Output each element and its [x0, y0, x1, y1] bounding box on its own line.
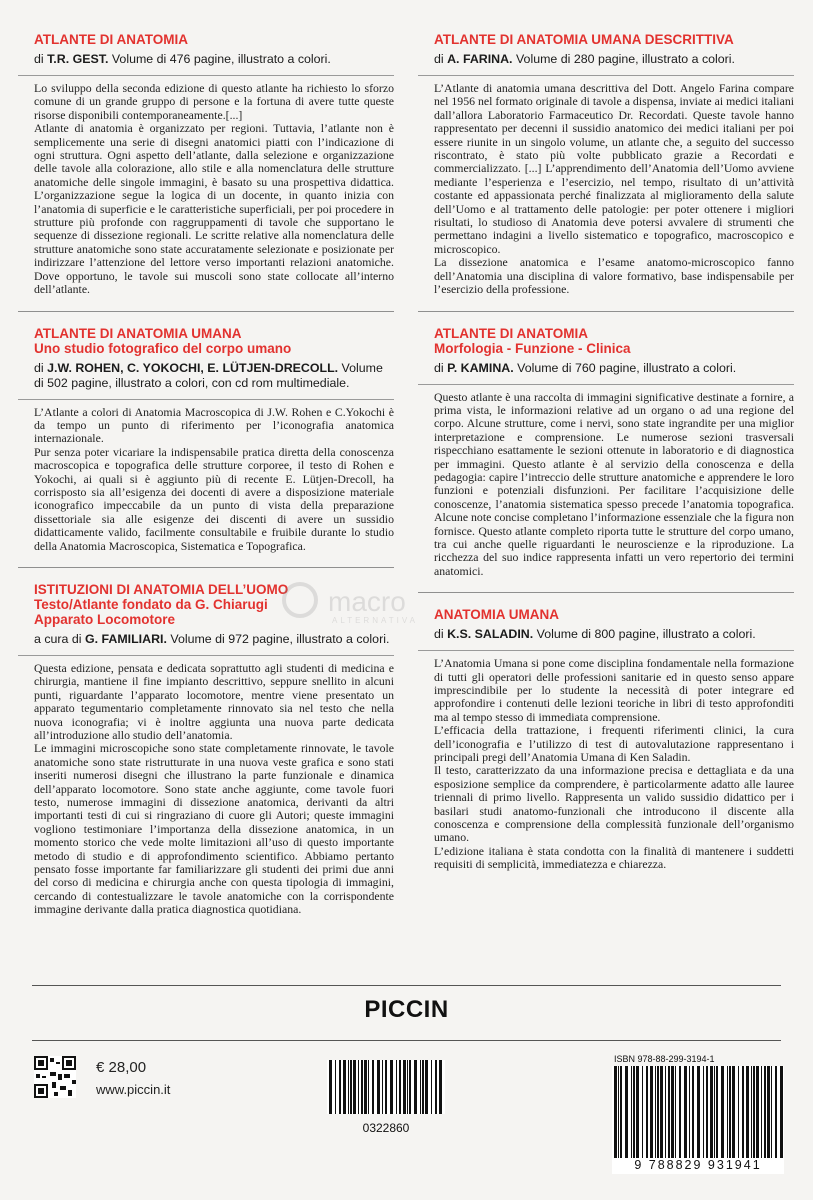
- book-title: ANATOMIA UMANA: [434, 607, 559, 623]
- book-title: ATLANTE DI ANATOMIA UMANA DESCRITTIVA: [434, 32, 734, 47]
- book-byline: [34, 632, 394, 647]
- book-subtitle: Uno studio fotografico del corpo umano: [34, 340, 292, 356]
- description-paragraph: Pur senza poter vicariare la indispensabile pratica diretta della conoscenza macroscopica e topografica delle strutture corporee, il testo di Rohen e Yokochi, ai quali si è aggiunto più di recente E. Lütjen-Drecoll, ha corrisposto sia all’esigenza dei docenti di avere a disposizione materiale iconografico impeccabile da un punto di vista della preparazione dissettoriale sia alle esigenze dei discenti di avere un sussidio didatticamente valido, facilmente consultabile e fruibile durante lo studio della Anatomia Macroscopica, Sistematica e Topografica.: [34, 444, 394, 553]
- book-rohen: [18, 326, 394, 553]
- isbn-label: ISBN 978-88-299-3194-1: [614, 1054, 715, 1064]
- book-author: A. FARINA.: [447, 52, 513, 66]
- book-gest: [18, 32, 394, 297]
- book-description: [418, 75, 794, 297]
- description-paragraph: Il testo, caratterizzato da una informazione precisa e dettagliata e da una esposizione semplice da comprendere, è particolarmente adatto alle lauree triennali di primo livello. Rappresenta un valido sussidio didattico per i basilari studi anatomo-funzionali che introducono il discente alla conoscenza e comprensione della complessità funzionale dell’organismo umano.: [434, 763, 794, 845]
- by-prefix: di: [34, 360, 44, 375]
- website: www.piccin.it: [96, 1082, 171, 1097]
- internal-barcode: [327, 1060, 445, 1135]
- book-title: ATLANTE DI ANATOMIA: [434, 325, 588, 341]
- description-paragraph: L’Anatomia Umana si pone come disciplina fondamentale nella formazione di tutti gli operatori delle professioni sanitarie ed in questo senso appare imprescindibile per lo studente la necessità di poter integrare ed approfondire i contenuti delle lezioni teoriche in libri di testo approfonditi ma al tempo stesso di immediata comprensione.: [434, 656, 794, 724]
- book-author: J.W. ROHEN, C. YOKOCHI, E. LÜTJEN-DRECOLL.: [47, 360, 339, 375]
- book-subtitle-2: Apparato Locomotore: [34, 611, 176, 627]
- book-farina: [418, 32, 794, 297]
- book-title: ATLANTE DI ANATOMIA UMANA: [34, 325, 242, 341]
- price: € 28,00: [96, 1059, 147, 1076]
- book-description: [418, 384, 794, 579]
- book-subtitle: Testo/Atlante fondato da G. Chiarugi: [34, 596, 268, 612]
- book-details: Volume di 800 pagine, illustrato a colori.: [536, 627, 756, 642]
- description-paragraph: Questo atlante è una raccolta di immagini significative destinate a fornire, a prima vista, le informazioni relative ad un organo o ad una regione del corpo. Alcune strutture, come i nervi, sono state ingrandite per una miglior interpretazione e comprensione. Le numerose sezioni trasversali rispecchiano esattamente le sezioni ottenute in laboratorio e di diagnostica per immagini. Questo atlante è al servizio della conoscenza e della pedagogia: capire l’intreccio delle strutture anatomiche e apprendere le loro funzioni e potenziali disfunzioni. Per facilitare l’acquisizione delle conoscenze, l’anatomia sistematica spesso precede l’anatomia topografica. Alcune note concise completano l’informazione essenziale che la figura non fornisce. Questo atlante completo riporta tutte le strutture del corpo umano, tra cui anche quelle riguardanti le neuroscienze e la riproduzione. La ricchezza del suo indice rappresenta infatti un vero repertorio dei termini anatomici.: [434, 389, 794, 578]
- book-saladin: [418, 607, 794, 872]
- ean-barcode: [612, 1066, 784, 1174]
- book-description: [18, 399, 394, 553]
- footer-divider: [32, 1040, 781, 1041]
- footer-divider: [32, 985, 781, 986]
- section-divider: [418, 311, 794, 312]
- publisher-logo: PICCIN: [364, 996, 449, 1023]
- barcode-icon: [612, 1066, 784, 1158]
- left-column: [18, 32, 394, 917]
- description-paragraph: L’edizione italiana è stata condotta con la finalità di mantenere i suddetti requisiti di semplicità, immediatezza e chiarezza.: [434, 843, 794, 872]
- book-subtitle: Morfologia - Funzione - Clinica: [434, 340, 631, 356]
- book-title: ISTITUZIONI DI ANATOMIA DELL’UOMO: [34, 581, 289, 597]
- description-paragraph: La dissezione anatomica e l’esame anatomo-microscopico fanno dell’Anatomia una disciplina di valore formativo, base indispensabile per l’esercizio della professione.: [434, 255, 794, 297]
- book-byline: [434, 361, 794, 376]
- qr-code-icon: [34, 1056, 76, 1098]
- watermark-subtext: ALTERNATIVA: [332, 616, 418, 625]
- by-prefix: a cura di: [34, 631, 82, 646]
- description-paragraph: Lo sviluppo della seconda edizione di questo atlante ha richiesto lo sforzo comune di un grande gruppo di persone e la fortuna di avere tutte queste risorse disponibili contemporaneamente.[...]: [34, 81, 394, 122]
- watermark-text: macro: [328, 586, 406, 617]
- book-details: Volume di 972 pagine, illustrato a colori.: [170, 631, 390, 646]
- watermark-logo-icon: [280, 580, 320, 620]
- by-prefix: di: [34, 52, 44, 66]
- book-description: [18, 75, 394, 297]
- right-column: [418, 32, 794, 872]
- by-prefix: di: [434, 52, 444, 66]
- book-byline: [434, 52, 794, 67]
- book-byline: [34, 52, 394, 67]
- internal-code: 0322860: [362, 1121, 410, 1135]
- book-author: P. KAMINA.: [447, 360, 514, 375]
- description-paragraph: Questa edizione, pensata e dedicata soprattutto agli studenti di medicina e chirurgia, mantiene il fine impianto descrittivo, seppure snellito in alcuni punti, riguardante l’apparato locomotore, mentre viene presentato un apparato tegumentario completamente rinnovato sia nel testo che nella nuova iconografia; vi è inoltre aggiunta una nuova parte dedicata all’introduzione allo studio dell’anatomia.: [34, 660, 394, 742]
- by-prefix: di: [434, 627, 444, 642]
- description-paragraph: L’Atlante di anatomia umana descrittiva del Dott. Angelo Farina compare nel 1956 nel formato originale di tavole a dispensa, inviate ai medici italiani dall’allora Laboratorio Farmaceutico Dr. Recordati. Queste tavole hanno rappresentato per decenni il sussidio anatomico dei medici italiani per poi essere riunite in un singolo volume, un atlante che, a seguito del successo riscontrato, è stato più volte pubblicato grazie a Recordati e commercializzato. [...] L’apprendimento dell’Anatomia dell’Uomo avviene mediante l’esperienza e l’esercizio, nel tempo, risultato di un’attività costante ed appassionata perché finalizzata al miglioramento della salute dell’Uomo e al trattamento delle patologie: per poter ottenere i migliori risultati, lo studioso di Anatomia deve potersi avvalere di strumenti che permettano indagini a livello sistematico e topografico, macroscopico e microscopico.: [434, 81, 794, 256]
- description-paragraph: Le immagini microscopiche sono state completamente rinnovate, le tavole anatomiche sono state ristrutturate in una nuova veste grafica e sono stati inseriti numerosi disegni che illustrano la parte funzionale e dinamica dell’apparato locomotore. Sono state anche aggiunte, come tavole fuori testo, numerose immagini di dissezione anatomica, derivanti da altri importanti testi di cui si ringraziano di cuore gli Autori; queste immagini vogliono testimoniare l’importanza della dissezione anatomica, in un momento storico che vede molte limitazioni all’uso di questo importante metodo di studio e di approfondimento scientifico. Abbiamo pertanto pensato fosse importante far familiarizzare gli studenti dei primi due anni del corso di medicina e chirurgia anche con questa tipologia di immagini, cercando di contestualizzare le tavole anatomiche con la corrispondente immagine derivante dalla pratica diagnostica quotidiana.: [34, 741, 394, 917]
- by-prefix: di: [434, 360, 444, 375]
- book-description: [418, 650, 794, 872]
- section-divider: [18, 567, 394, 568]
- book-details: Volume di 280 pagine, illustrato a colori.: [515, 52, 736, 66]
- book-title: ATLANTE DI ANATOMIA: [34, 32, 188, 47]
- book-author: T.R. GEST.: [47, 52, 109, 66]
- watermark: [280, 580, 540, 630]
- book-author: G. FAMILIARI.: [84, 631, 167, 646]
- book-details: Volume di 476 pagine, illustrato a colori.: [111, 52, 331, 66]
- book-kamina: [418, 326, 794, 579]
- book-familiari: [18, 582, 394, 917]
- description-paragraph: Atlante di anatomia è organizzato per regioni. Tuttavia, l’atlante non è semplicemente una serie di disegni anatomici piatti con l’indicazione di ogni struttura. Ogni aspetto dell’atlante, dalla selezione e organizzazione delle tavole alla colorazione, allo stile e alla nomenclatura delle strutture anatomiche delle singole immagini, è basato su una prospettiva didattica. L’organizzazione segue la logica di un docente, in quanto inizia con l’anatomia di superficie e le caratteristiche superficiali, per poi procedere in strutture più profonde con raggruppamenti di tavole che supportano le sequenze di dissezione regionali. Le scritte relative alla nomenclatura delle strutture anatomiche sono state accuratamente selezionate e posizionate per indirizzare l’attenzione del lettore verso importanti relazioni anatomiche. Dove opportuno, le tavole sui muscoli sono state collocate all’interno dell’atlante.: [34, 121, 394, 297]
- barcode-icon: [327, 1060, 445, 1114]
- description-paragraph: L’efficacia della trattazione, i frequenti riferimenti clinici, la cura dell’iconografia e l’utilizzo di test di autovalutazione rappresentano i principali pregi dell’Anatomia Umana di Ken Saladin.: [434, 723, 794, 765]
- book-byline: [34, 361, 394, 391]
- section-divider: [18, 311, 394, 312]
- book-details: Volume di 502 pagine, illustrato a colori, con cd rom multimediale.: [34, 360, 383, 390]
- book-details: Volume di 760 pagine, illustrato a colori.: [517, 360, 737, 375]
- ean-number: 9 788829 931941: [612, 1158, 784, 1172]
- book-description: [18, 655, 394, 917]
- description-paragraph: L’Atlante a colori di Anatomia Macroscopica di J.W. Rohen e C.Yokochi è da tempo un punto di riferimento per l’iconografia anatomica internazionale.: [34, 404, 394, 446]
- book-author: K.S. SALADIN.: [447, 627, 534, 642]
